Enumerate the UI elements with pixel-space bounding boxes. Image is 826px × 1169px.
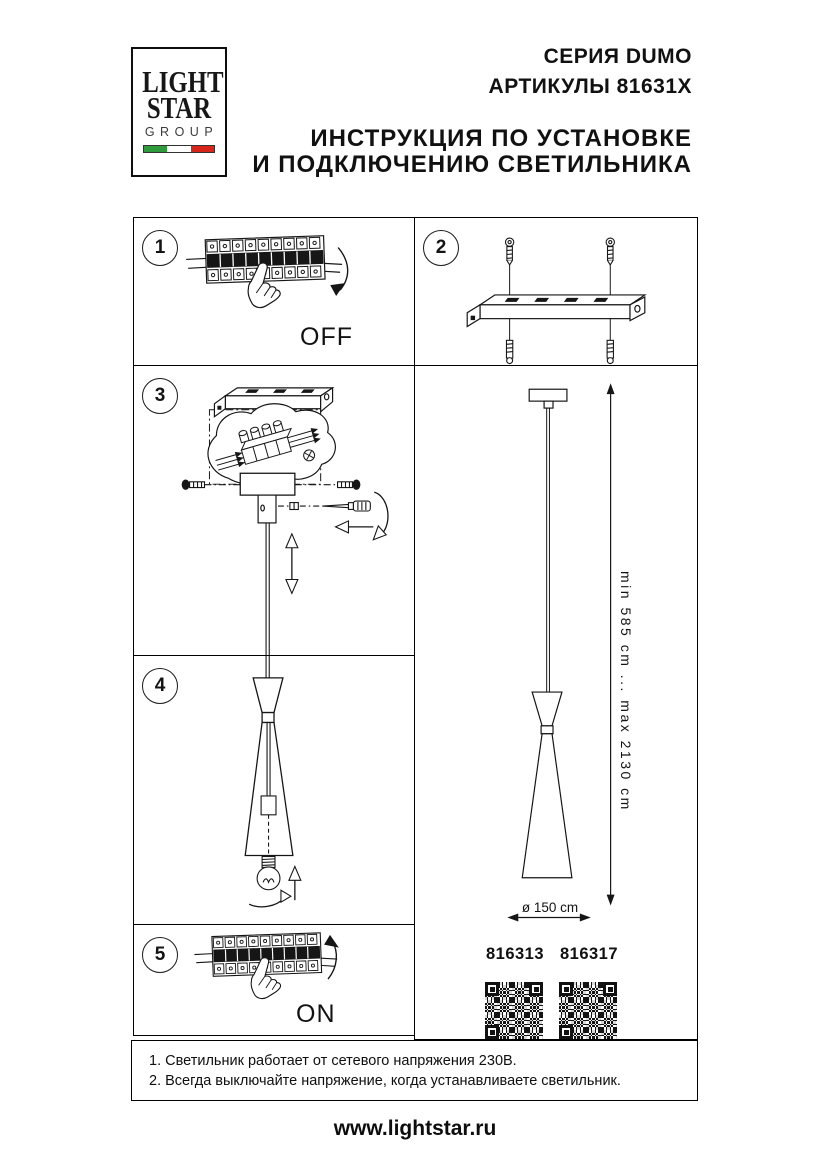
diameter-dimension-label: ø 150 cm bbox=[521, 900, 579, 915]
articles-title: АРТИКУЛЫ 81631X bbox=[488, 75, 692, 98]
dimensions-panel bbox=[414, 365, 698, 1040]
header-instruction-title bbox=[252, 126, 692, 178]
logo-word-group: GROUP bbox=[144, 125, 219, 139]
step-2-panel bbox=[414, 217, 698, 367]
qr-finder-icon bbox=[559, 1025, 573, 1039]
safety-notes bbox=[131, 1040, 698, 1101]
qr-finder-icon bbox=[559, 982, 573, 996]
qr-finder-icon bbox=[485, 982, 499, 996]
step-4-diagram bbox=[134, 656, 415, 925]
qr-finder-icon bbox=[603, 982, 617, 996]
arrow-left-icon bbox=[336, 521, 374, 533]
arrow-up-icon bbox=[289, 866, 301, 900]
step-5-panel bbox=[133, 924, 416, 1036]
rotate-arrow-icon bbox=[373, 492, 388, 540]
step-1-number: 1 bbox=[142, 230, 178, 266]
step-3-diagram bbox=[134, 366, 415, 656]
step-5-number: 5 bbox=[142, 937, 178, 973]
step-3-panel bbox=[133, 365, 416, 657]
step-3-number: 3 bbox=[142, 378, 178, 414]
series-title: СЕРИЯ DUMO bbox=[543, 45, 692, 68]
light-bulb-icon bbox=[257, 857, 280, 890]
step-4-panel bbox=[133, 655, 416, 926]
note-line: 2. Всегда выключайте напряжение, когда устанавливаете светильник. bbox=[149, 1073, 621, 1089]
pendant-lamp-drawing bbox=[522, 389, 572, 878]
wall-anchor-icon bbox=[506, 340, 512, 363]
instruction-title-line2: И ПОДКЛЮЧЕНИЮ СВЕТИЛЬНИКА bbox=[252, 151, 692, 178]
arrow-up-down-icon bbox=[286, 534, 298, 594]
step-4-number: 4 bbox=[142, 668, 178, 704]
article-number: 816313 bbox=[485, 945, 545, 963]
mounting-bracket bbox=[467, 295, 645, 327]
note-line: 1. Светильник работает от сетевого напряжения 230В. bbox=[149, 1053, 517, 1069]
height-dimension-arrow bbox=[607, 383, 615, 905]
pendant-dimensions-diagram bbox=[415, 366, 697, 1039]
website-url: www.lightstar.ru bbox=[333, 1117, 497, 1140]
header-series-block bbox=[489, 42, 692, 102]
set-screw-and-screwdriver bbox=[278, 501, 370, 511]
lightstar-logo bbox=[131, 47, 227, 177]
arrow-up-icon bbox=[324, 935, 339, 979]
qr-finder-icon bbox=[529, 982, 543, 996]
rotate-arrow-icon bbox=[249, 890, 291, 907]
stem-holder bbox=[258, 495, 276, 523]
flag-green-segment bbox=[144, 146, 167, 152]
on-label: ON bbox=[296, 1000, 336, 1028]
italian-flag-icon bbox=[143, 145, 215, 153]
qr-finder-icon bbox=[485, 1025, 499, 1039]
instruction-title-line1: ИНСТРУКЦИЯ ПО УСТАНОВКЕ bbox=[310, 125, 692, 152]
article-number: 816317 bbox=[559, 945, 619, 963]
logo-word-light: LIGHT bbox=[142, 64, 224, 99]
step-2-number: 2 bbox=[423, 230, 459, 266]
step-1-panel bbox=[133, 217, 416, 367]
ceiling-canopy bbox=[240, 473, 295, 495]
flag-white-segment bbox=[167, 146, 190, 152]
logo-word-star: STAR bbox=[146, 90, 212, 125]
height-dimension-label: min 585 cm ... max 2130 cm bbox=[618, 571, 634, 812]
qr-code bbox=[485, 982, 543, 1039]
step-5-diagram bbox=[134, 925, 415, 1035]
screw-icon bbox=[505, 238, 513, 265]
pendant-cable bbox=[266, 523, 269, 656]
flag-red-segment bbox=[191, 146, 214, 152]
pendant-cable bbox=[266, 656, 269, 678]
qr-code bbox=[559, 982, 617, 1039]
off-label: OFF bbox=[300, 323, 353, 351]
